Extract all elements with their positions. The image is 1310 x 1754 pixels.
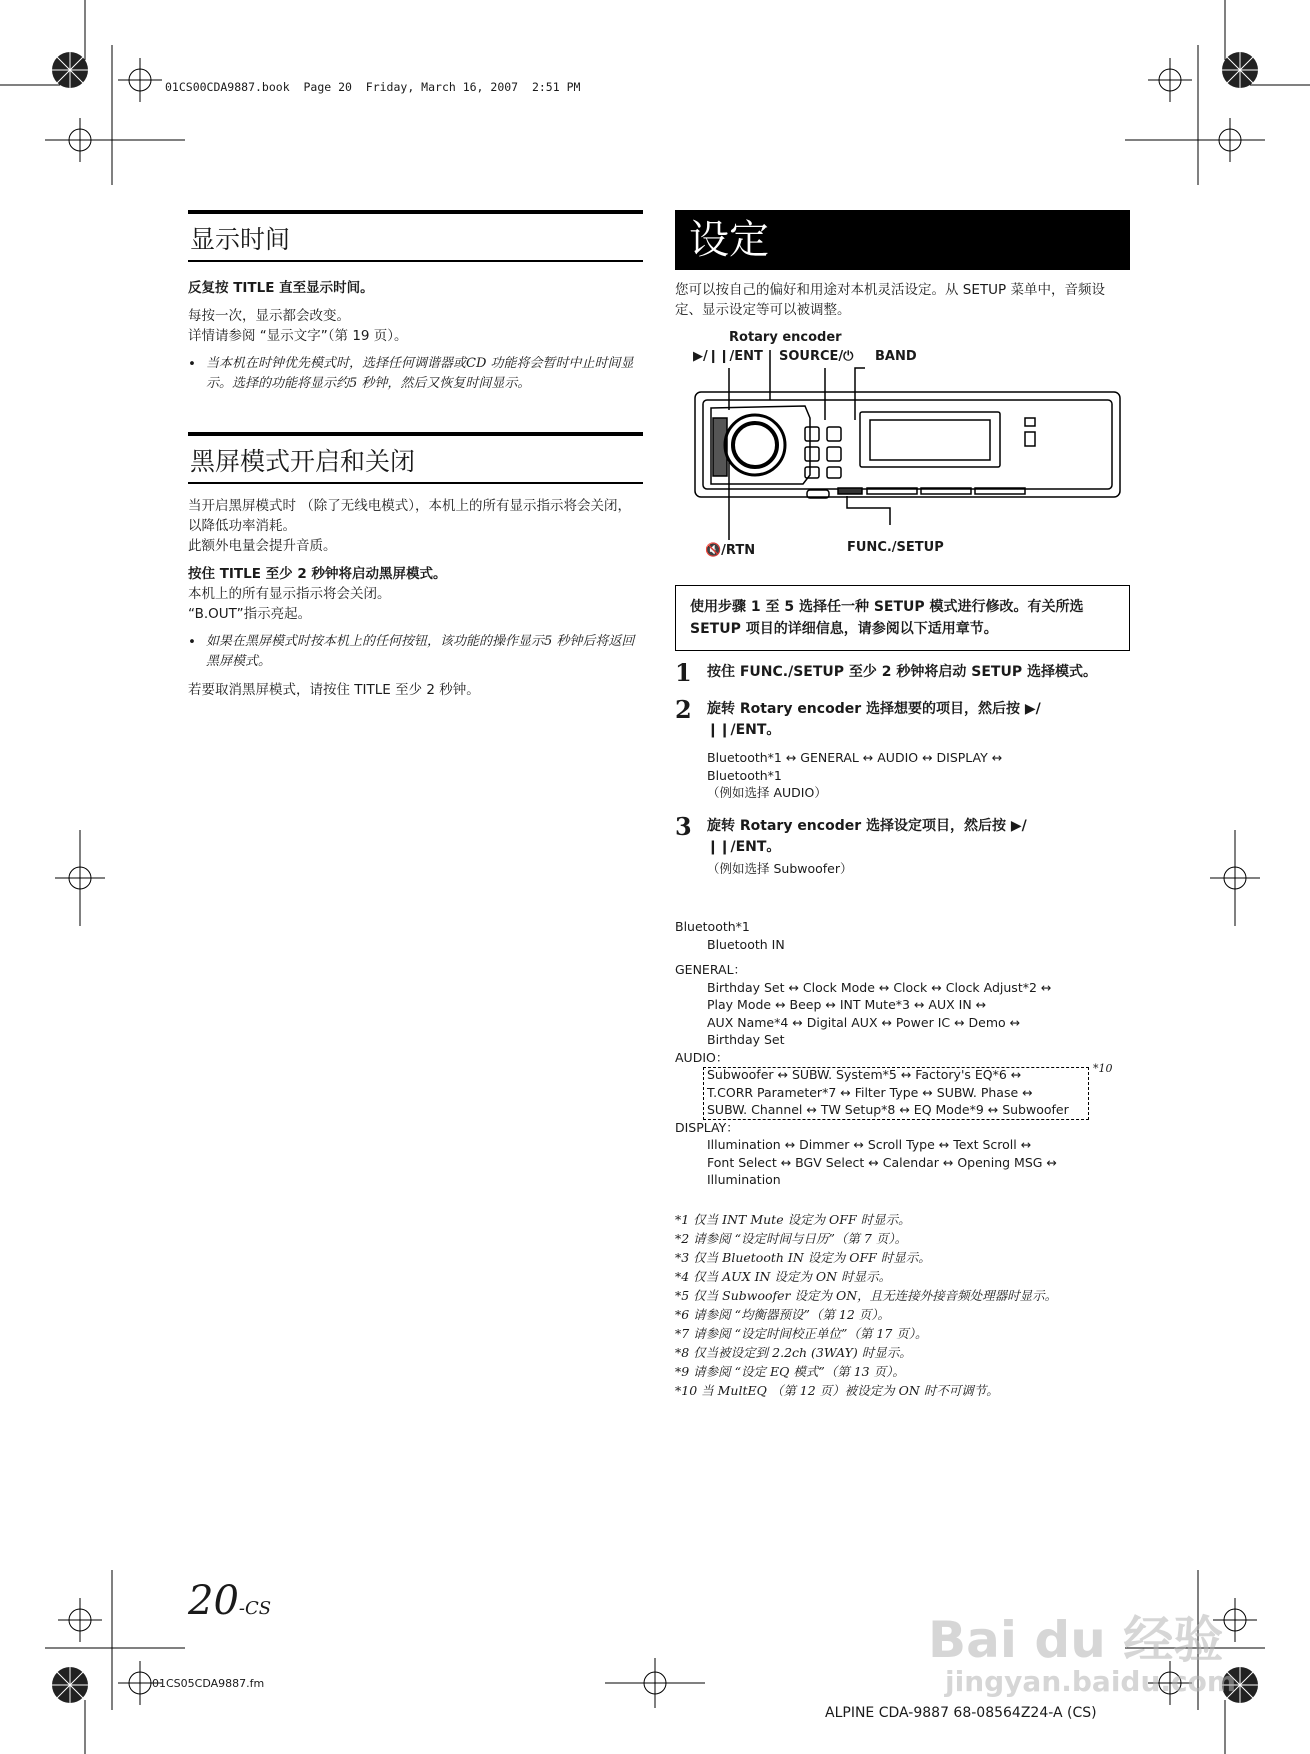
note: • 如果在黑屏模式时按本机上的任何按钮，该功能的操作显示5 秒钟后将返回黑屏模式。	[188, 632, 643, 672]
label-band: BAND	[875, 349, 917, 364]
paragraph: 此额外电量会提升音质。	[188, 538, 337, 554]
label-rtn: 🔇/RTN	[705, 543, 756, 558]
section-title: 黑屏模式开启和关闭	[188, 432, 643, 484]
general-label: GENERAL：	[675, 962, 747, 977]
instruction: 反复按 TITLE 直至显示时间。	[188, 280, 374, 296]
general-items: Birthday Set ↔ Clock Mode ↔ Clock ↔ Clock Adjust*2 ↔ Play Mode ↔ Beep ↔ INT Mute*3 ↔ AUX IN ↔ AUX Name*4 ↔ Digital AUX ↔ Power IC ↔ Demo ↔ Birthday Set	[707, 979, 1052, 1047]
text-line: 本机上的所有显示指示将会关闭。	[188, 586, 391, 602]
step-3: 3 旋转 Rotary encoder 选择设定项目，然后按 ▶/❙❙/ENT。	[675, 811, 1027, 855]
audio-items: Subwoofer ↔ SUBW. System*5 ↔ Factory's EQ*6 ↔ T.CORR Parameter*7 ↔ Filter Type ↔ SUBW. Phase ↔ SUBW. Channel ↔ TW Setup*8 ↔ EQ Mode*9 ↔ Subwoofer *10	[707, 1066, 1130, 1119]
head-unit-drawing	[675, 330, 1135, 560]
label-func-setup: FUNC./SETUP	[847, 540, 944, 555]
setup-steps	[675, 658, 1130, 877]
audio-dashed-group	[703, 1067, 1089, 1120]
watermark-url: jingyan.baidu.com	[945, 1665, 1237, 1698]
section-setup	[675, 210, 1130, 320]
bullet-icon: •	[188, 356, 196, 372]
audio-mark: *10	[1093, 1062, 1113, 1075]
step2-cycle: Bluetooth*1 ↔ GENERAL ↔ AUDIO ↔ DISPLAY ↔ Bluetooth*1 （例如选择 AUDIO）	[707, 750, 1003, 800]
instruction: 按住 TITLE 至少 2 秒钟将启动黑屏模式。	[188, 566, 447, 582]
label-play-ent: ▶/❙❙/ENT	[693, 349, 763, 364]
text-line: 每按一次，显示都会改变。	[188, 308, 350, 324]
footnotes: *1 仅当 INT Mute 设定为 OFF 时显示。 *2 请参阅 “设定时间与日历”（第 7 页）。 *3 仅当 Bluetooth IN 设定为 OFF 时显示。 *4 仅当 AUX IN 设定为 ON 时显示。 *5 仅当 Subwoofer 设定为 ON，且无连接外接音频处理器时显示。 *6 请参阅 “均衡器预设”（第 12 页）。 *7 请参阅 “设定时间校正单位”（第 17 页）。 *8 仅当被设定到 2.2ch (3WAY) 时显示。 *9 请参阅 “设定 EQ 模式”（第 13 页）。 *10 当 MultEQ （第 12 页）被设定为 ON 时不可调节。	[675, 1212, 1058, 1398]
setup-tree	[675, 918, 1130, 1189]
paragraph: 当开启黑屏模式时 （除了无线电模式），本机上的所有显示指示将会关闭，以降低功率消耗。	[188, 498, 632, 534]
setup-info-box: 使用步骤 1 至 5 选择任一种 SETUP 模式进行修改。有关所选 SETUP 项目的详细信息，请参阅以下适用章节。	[675, 585, 1130, 651]
display-label: DISPLAY：	[675, 1119, 739, 1135]
cancel-text: 若要取消黑屏模式，请按住 TITLE 至少 2 秒钟。	[188, 682, 480, 698]
label-rotary-encoder: Rotary encoder	[729, 330, 842, 345]
bluetooth-label: Bluetooth*1	[675, 919, 750, 934]
device-diagram	[675, 330, 1135, 560]
step-1: 1 按住 FUNC./SETUP 至少 2 秒钟将启动 SETUP 选择模式。	[675, 658, 1097, 687]
audio-label: AUDIO：	[675, 1049, 729, 1065]
file-header: 01CS00CDA9887.book Page 20 Friday, March 16, 2007 2:51 PM	[165, 80, 581, 94]
section-blackout	[188, 432, 643, 700]
footer-model: ALPINE CDA-9887 68-08564Z24-A (CS)	[825, 1705, 1097, 1721]
display-items: Illumination ↔ Dimmer ↔ Scroll Type ↔ Text Scroll ↔ Font Select ↔ BGV Select ↔ Calendar ↔ Opening MSG ↔ Illumination	[707, 1137, 1057, 1187]
footer-file: 01CS05CDA9887.fm	[152, 1677, 265, 1690]
section-display-time	[188, 210, 643, 394]
page-number: 20-CS	[188, 1578, 272, 1624]
watermark-logo: Bai du 经验	[928, 1611, 1224, 1669]
bluetooth-items: Bluetooth IN	[707, 936, 785, 952]
label-source: SOURCE/⏻	[779, 349, 854, 364]
step-2: 2 旋转 Rotary encoder 选择想要的项目，然后按 ▶/❙❙/ENT。	[675, 695, 1041, 738]
text-line: 详情请参阅 “显示文字”（第 19 页）。	[188, 328, 408, 344]
note: • 当本机在时钟优先模式时，选择任何调谐器或CD 功能将会暂时中止时间显示。选择的功能将显示约5 秒钟，然后又恢复时间显示。	[188, 354, 643, 394]
text-line: “B.OUT”指示亮起。	[188, 606, 312, 622]
setup-title: 设定	[675, 210, 1130, 270]
bullet-icon: •	[188, 634, 196, 650]
setup-intro: 您可以按自己的偏好和用途对本机灵活设定。从 SETUP 菜单中，音频设定、显示设定等可以被调整。	[675, 282, 1105, 318]
step3-example: （例如选择 Subwoofer）	[707, 860, 853, 876]
section-title: 显示时间	[188, 210, 643, 262]
